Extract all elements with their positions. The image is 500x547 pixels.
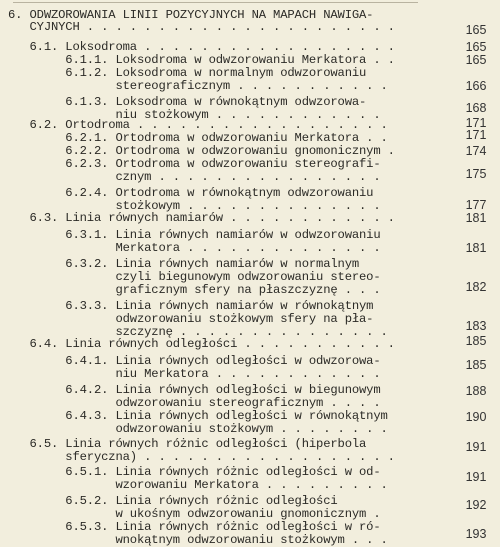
toc-entry-line: Merkatora . . . . . . . . . . . . . .	[8, 241, 381, 255]
toc-entry-line: 6.2.1. Ortodroma w odwzorowaniu Merkatora . .	[8, 131, 388, 145]
toc-entry-line: 6.3.2. Linia równych namiarów w normalnym	[8, 257, 360, 271]
toc-entry-line: 6.1.2. Loksodroma w normalnym odwzorowaniu	[8, 66, 367, 80]
toc-entry-line: stereograficznym . . . . . . . . . . .	[8, 79, 388, 93]
toc-entry-line: w ukośnym odwzorowaniu gnomonicznym .	[8, 507, 381, 521]
toc-entry-line: 6.3.1. Linia równych namiarów w odwzorowaniu	[8, 228, 381, 242]
toc-entry-line: 6.1. Loksodroma . . . . . . . . . . . . . . . . . .	[8, 40, 395, 54]
toc-entry-line: 6.3. Linia równych namiarów . . . . . . . . . . . .	[8, 211, 395, 225]
toc-page-number: 165	[465, 40, 487, 54]
toc-entry-line: 6.4.2. Linia równych odległości w biegunowym	[8, 383, 381, 397]
toc-page-number: 182	[465, 280, 487, 294]
toc-entry-line: 6.5.3. Linia równych różnic odległości w ró-	[8, 520, 381, 534]
toc-entry-line: 6.2.3. Ortodroma w odwzorowaniu stereografi-	[8, 157, 381, 171]
toc-entry-line: cznym . . . . . . . . . . . . . . . .	[8, 170, 381, 184]
toc-entry-line: 6.2. Ortodroma . . . . . . . . . . . . . . . . . .	[8, 118, 388, 132]
toc-entry-line: graficznym sfery na płaszczyznę . . .	[8, 283, 381, 297]
toc-entry-line: 6.1.3. Loksodroma w równokątnym odwzorowa-	[8, 95, 367, 109]
toc-page-number: 188	[465, 384, 487, 398]
toc-page-number: 185	[465, 334, 487, 348]
toc-entry-line: wzorowaniu Merkatora . . . . . . . . .	[8, 478, 388, 492]
toc-entry-line: CYJNYCH . . . . . . . . . . . . . . . . . . . . . .	[8, 20, 395, 34]
toc-page-number: 165	[465, 23, 487, 37]
toc-entry-line: odwzorowaniu stereograficznym . . . .	[8, 396, 381, 410]
toc-entry-line: 6.4. Linia równych odległości . . . . . . . . . . .	[8, 337, 395, 351]
toc-page-number: 175	[465, 167, 487, 181]
toc-page-number: 171	[465, 128, 487, 142]
toc-entry-line: 6.1.1. Loksodroma w odwzorowaniu Merkatora . .	[8, 53, 395, 67]
toc-entry-line: wnokątnym odwzorowaniu stożkowym . . .	[8, 533, 388, 547]
toc-entry-line: czyli biegunowym odwzorowaniu stereo-	[8, 270, 381, 284]
toc-entry-line: odwzorowaniu stożkowym . . . . . . . .	[8, 422, 388, 436]
toc-page-number: 177	[465, 198, 487, 212]
toc-entry-line: stożkowym . . . . . . . . . . . . . .	[8, 199, 381, 213]
toc-page-number: 183	[465, 319, 487, 333]
toc-page-number: 171	[465, 116, 487, 130]
toc-entry-line: 6.2.2. Ortodroma w odwzorowaniu gnomonicznym .	[8, 144, 395, 158]
toc-page-number: 174	[465, 144, 487, 158]
toc-entry-line: niu Merkatora . . . . . . . . . . . .	[8, 367, 381, 381]
toc-entry-line: sferyczna) . . . . . . . . . . . . . . . . . .	[8, 450, 395, 464]
toc-page-number: 191	[465, 470, 487, 484]
toc-entry-line: niu stożkowym . . . . . . . . . . . .	[8, 108, 381, 122]
toc-page-number: 181	[465, 211, 487, 225]
toc-entry-line: 6.4.1. Linia równych odległości w odwzorowa-	[8, 354, 381, 368]
toc-entry-line: 6.5.2. Linia równych różnic odległości	[8, 494, 338, 508]
toc-page-number: 193	[465, 527, 487, 541]
toc-entry-line: 6.3.3. Linia równych namiarów w równokątnym	[8, 299, 374, 313]
toc-page-number: 168	[465, 101, 487, 115]
toc-page-number: 190	[465, 410, 487, 424]
toc-entry-line: 6.5.1. Linia równych różnic odległości w od-	[8, 465, 381, 479]
toc-page-number: 165	[465, 53, 487, 67]
toc-page-number: 191	[465, 440, 487, 454]
toc-entry-line: szczyznę . . . . . . . . . . . . . . .	[8, 325, 388, 339]
toc-page-number: 192	[465, 498, 487, 512]
toc-entry-line: 6.4.3. Linia równych odległości w równokątnym	[8, 409, 388, 423]
toc-page-number: 166	[465, 79, 487, 93]
toc-entry-line: 6.5. Linia równych różnic odległości (hiperbola	[8, 437, 367, 451]
toc-page-number: 181	[465, 241, 487, 255]
toc-entry-line: 6.2.4. Ortodroma w równokątnym odwzorowaniu	[8, 186, 374, 200]
toc-entry-line: odwzorowaniu stożkowym sfery na pła-	[8, 312, 374, 326]
toc-page-number: 185	[465, 358, 487, 372]
top-rule	[13, 2, 418, 3]
toc-entry-line: 6. ODWZOROWANIA LINII POZYCYJNYCH NA MAPACH NAWIGA-	[8, 8, 374, 22]
